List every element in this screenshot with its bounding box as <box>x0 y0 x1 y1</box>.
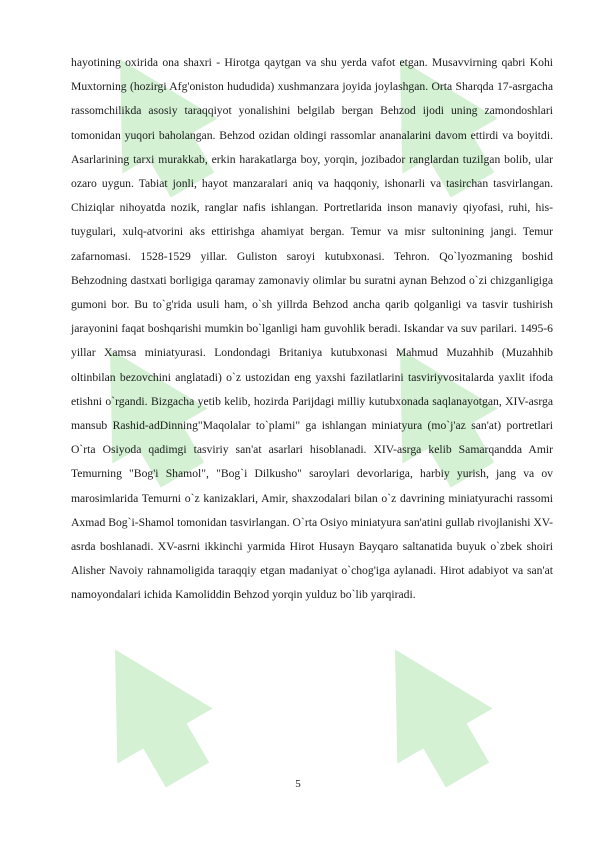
watermark-logo-icon <box>75 620 225 790</box>
watermark-logo-icon <box>355 620 505 790</box>
page-number: 5 <box>295 778 301 790</box>
document-body-text: hayotining oxirida ona shaxri - Hirotga qaytgan va shu yerda vafot etgan. Musavvirning qabri Kohi Muxtorning (hozirgi Afg'oniston hududida) xushmanzara joyida joylashgan. Orta Sharqda 17-asrgacha rassomchilikda asosiy taraqqiyot yonalishini belgilab bergan Behzod ijodi uning zamondoshlari tomonidan yuqori baholangan. Behzod ozidan oldingi rassomlar ananalarini davom ettirdi va boyitdi. Asarlarining tarxi murakkab, erkin harakatlarga boy, yorqin, jozibador ranglardan tuzilgan bolib, ular ozaro uygun. Tabiat jonli, hayot manzaralari aniq va haqqoniy, ishonarli va tasirchan tasvirlangan. Chiziqlar nihoyatda nozik, ranglar nafis ishlangan. Portretlarida inson manaviy qiyofasi, ruhi, his-tuygulari, xulq-atvorini aks ettirishga ahamiyat bergan. Temur va misr sultonining jangi. Temur zafarnomasi. 1528-1529 yillar. Guliston saroyi kutubxonasi. Tehron. Qo`lyozmaning boshid Behzodning dastxati borligiga qaramay zamonaviy olimlar bu suratni aynan Behzod o`zi chizganligiga gumoni bor. Bu to`g'rida usuli ham, o`sh yillrda Behzod ancha qarib qolganligi va tasvir tushirish jarayonini faqat boshqarishi mumkin bo`lganligi ham guvohlik beradi. Iskandar va suv parilari. 1495-6 yillar Xamsa miniatyurasi. Londondagi Britaniya kutubxonasi Mahmud Muzahhib (Muzahhib oltinbilan bezovchini anglatadi) o`z ustozidan eng yaxshi fazilatlarini tasviriyvositalarda yaxlit ifoda etishni o`rgandi. Bizgacha yetib kelib, hozirda Parijdagi milliy kutubxonada saqlanayotgan, XIV-asrga mansub Rashid-adDinning"Maqolalar to`plami" ga ishlangan miniatyura (mo`j'az san'at) portretlari O`rta Osiyoda qadimgi tasviriy san'at asarlari hisoblanadi. XIV-asrga kelib Samarqandda Amir Temurning "Bog'i Shamol", "Bog`i Dilkusho" saroylari devorlariga, harbiy yurish, jang va ov marosimlarida Temurni o`z kanizaklari, Amir, shaxzodalari bilan o`z davrining miniatyurachi rassomi Axmad Bog`i-Shamol tomonidan tasvirlangan. O`rta Osiyo miniatyura san'atini gullab rivojlanishi XV-asrda boshlanadi. XV-asrni ikkinchi yarmida Hirot Husayn Bayqaro saltanatida buyuk o`zbek shoiri Alisher Navoiy rahnamoligida taraqqiy etgan madaniyat o`chog'iga aylanadi. Hirot adabiyot va san'at namoyondalari ichida Kamoliddin Behzod yorqin yulduz bo`lib yarqiradi. <box>71 56 553 602</box>
